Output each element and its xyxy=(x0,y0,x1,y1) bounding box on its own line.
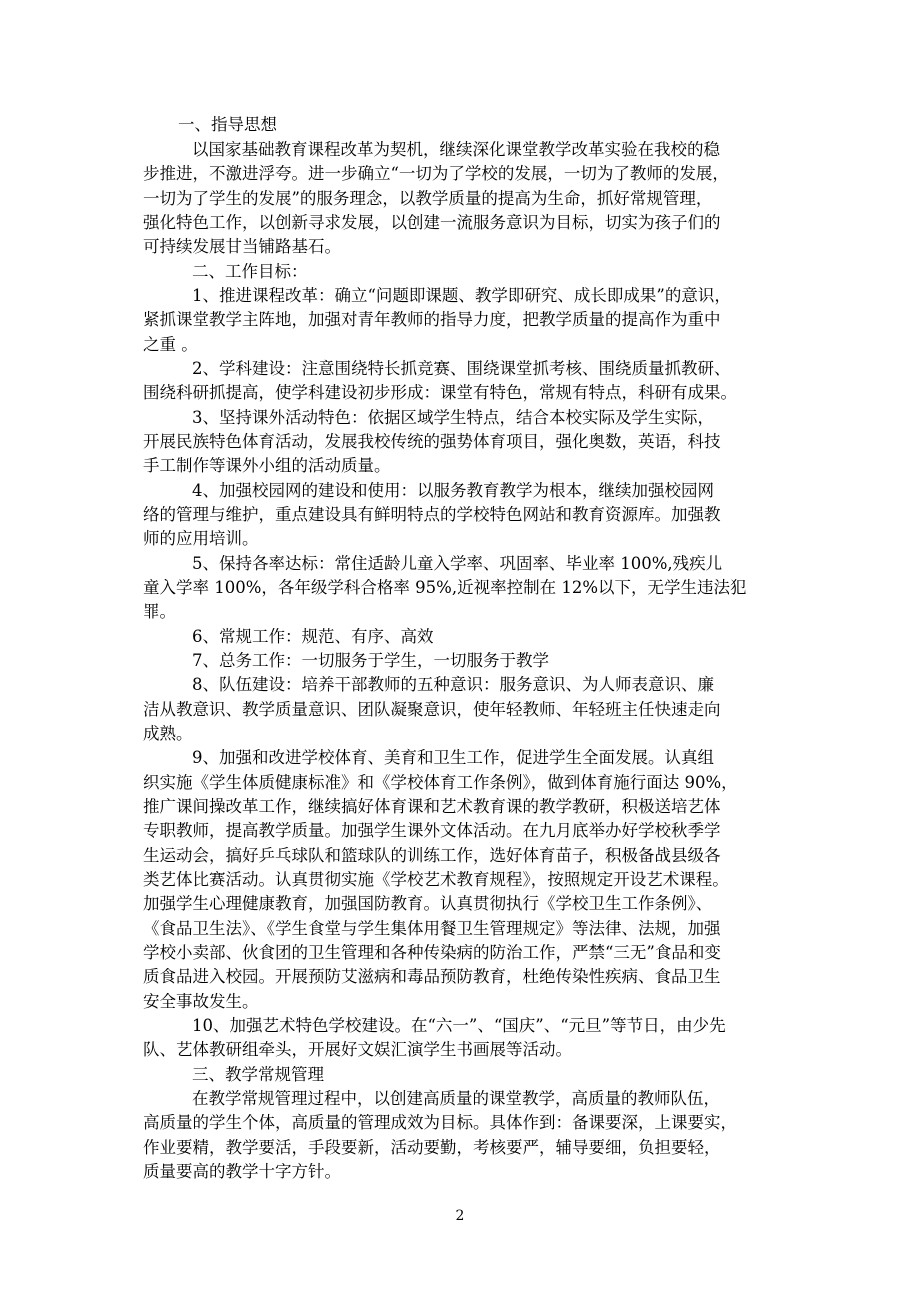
text-line-5: 强化特色工作，以创新寻求发展，以创建一流服务意识为目标，切实为孩子们的 xyxy=(143,213,721,232)
text-line-36: 质食品进入校园。开展预防艾滋病和毒品预防教育，杜绝传染性疾病、食品卫生 xyxy=(143,967,721,986)
text-line-11: 2、学科建设：注意围绕特长抓竞赛、围绕课堂抓考核、围绕质量抓教研、 xyxy=(192,359,731,378)
text-line-22: 6、常规工作：规范、有序、高效 xyxy=(192,627,434,646)
text-line-10: 之重 。 xyxy=(143,335,198,354)
text-line-1: 一、指导思想 xyxy=(178,115,277,134)
text-line-42: 高质量的学生个体，高质量的管理成效为目标。具体作到：备课要深，上课要实， xyxy=(143,1113,737,1132)
text-line-7: 二、工作目标： xyxy=(192,262,308,281)
text-line-20: 童入学率 100%，各年级学科合格率 95%,近视率控制在 12%以下，无学生违法犯 xyxy=(143,578,747,597)
text-line-40: 三、教学常规管理 xyxy=(192,1065,324,1084)
text-line-19: 5、保持各率达标：常住适龄儿童入学率、巩固率、毕业率 100%,残疾儿 xyxy=(192,554,723,573)
text-line-41: 在教学常规管理过程中，以创建高质量的课堂教学，高质量的教师队伍， xyxy=(192,1089,720,1108)
text-line-16: 4、加强校园网的建设和使用：以服务教育教学为根本，继续加强校园网 xyxy=(192,481,714,500)
text-line-44: 质量要高的教学十字方针。 xyxy=(143,1162,341,1181)
text-line-18: 师的应用培训。 xyxy=(143,529,259,548)
page-number: 2 xyxy=(455,1208,465,1224)
text-line-13: 3、坚持课外活动特色：依据区域学生特点，结合本校实际及学生实际， xyxy=(192,408,714,427)
text-line-25: 洁从教意识、教学质量意识、团队凝聚意识，使年轻教师、年轻班主任快速走向 xyxy=(143,700,721,719)
text-line-38: 10、加强艺术特色学校建设。在“六一”、“国庆”、“元旦”等节日，由少先 xyxy=(192,1016,726,1035)
text-line-43: 作业要精，教学要活，手段要新，活动要勤，考核要严，辅导要细，负担要轻， xyxy=(143,1138,721,1157)
text-line-31: 生运动会，搞好乒乓球队和篮球队的训练工作，选好体育苗子，积极备战县级各 xyxy=(143,846,721,865)
text-line-26: 成熟。 xyxy=(143,724,193,743)
text-line-35: 学校小卖部、伙食团的卫生管理和各种传染病的防治工作，严禁“三无”食品和变 xyxy=(143,943,721,962)
text-line-28: 织实施《学生体质健康标准》和《学校体育工作条例》，做到体育施行面达 90%， xyxy=(143,773,738,792)
text-line-34: 《食品卫生法》、《学生食堂与学生集体用餐卫生管理规定》等法律、法规，加强 xyxy=(143,919,721,938)
text-line-9: 紧抓课堂教学主阵地，加强对青年教师的指导力度，把教学质量的提高作为重中 xyxy=(143,310,721,329)
text-line-23: 7、总务工作：一切服务于学生，一切服务于教学 xyxy=(192,651,549,670)
text-line-27: 9、加强和改进学校体育、美育和卫生工作，促进学生全面发展。认真组 xyxy=(192,748,714,767)
text-line-2: 以国家基础教育课程改革为契机，继续深化课堂教学改革实验在我校的稳 xyxy=(192,140,720,159)
text-line-21: 罪。 xyxy=(143,602,176,621)
text-line-33: 加强学生心理健康教育，加强国防教育。认真贯彻执行《学校卫生工作条例》、 xyxy=(143,894,713,913)
text-line-14: 开展民族特色体育活动，发展我校传统的强势体育项目，强化奥数，英语，科技 xyxy=(143,432,721,451)
text-line-17: 络的管理与维护，重点建设具有鲜明特点的学校特色网站和教育资源库。加强教 xyxy=(143,505,721,524)
text-line-32: 类艺体比赛活动。认真贯彻实施《学校艺术教育规程》，按照规定开设艺术课程。 xyxy=(143,870,729,889)
text-line-15: 手工制作等课外小组的活动质量。 xyxy=(143,456,391,475)
text-line-8: 1、推进课程改革：确立“问题即课题、教学即研究、成长即成果”的意识， xyxy=(192,286,731,305)
text-line-12: 围绕科研抓提高，使学科建设初步形成：课堂有特色，常规有特点，科研有成果。 xyxy=(143,383,737,402)
text-line-39: 队、艺体教研组牵头，开展好文娱汇演学生书画展等活动。 xyxy=(143,1040,572,1059)
text-line-24: 8、队伍建设：培养干部教师的五种意识：服务意识、为人师表意识、廉 xyxy=(192,675,714,694)
text-line-6: 可持续发展甘当铺路基石。 xyxy=(143,237,341,256)
text-line-37: 安全事故发生。 xyxy=(143,992,259,1011)
text-line-30: 专职教师，提高教学质量。加强学生课外文体活动。在九月底举办好学校秋季学 xyxy=(143,821,721,840)
text-line-29: 推广课间操改革工作，继续搞好体育课和艺术教育课的教学教研，积极送培艺体 xyxy=(143,797,721,816)
text-line-3: 步推进，不激进浮夸。进一步确立“一切为了学校的发展，一切为了教师的发展， xyxy=(143,164,729,183)
text-line-4: 一切为了学生的发展”的服务理念，以教学质量的提高为生命，抓好常规管理， xyxy=(143,189,713,208)
